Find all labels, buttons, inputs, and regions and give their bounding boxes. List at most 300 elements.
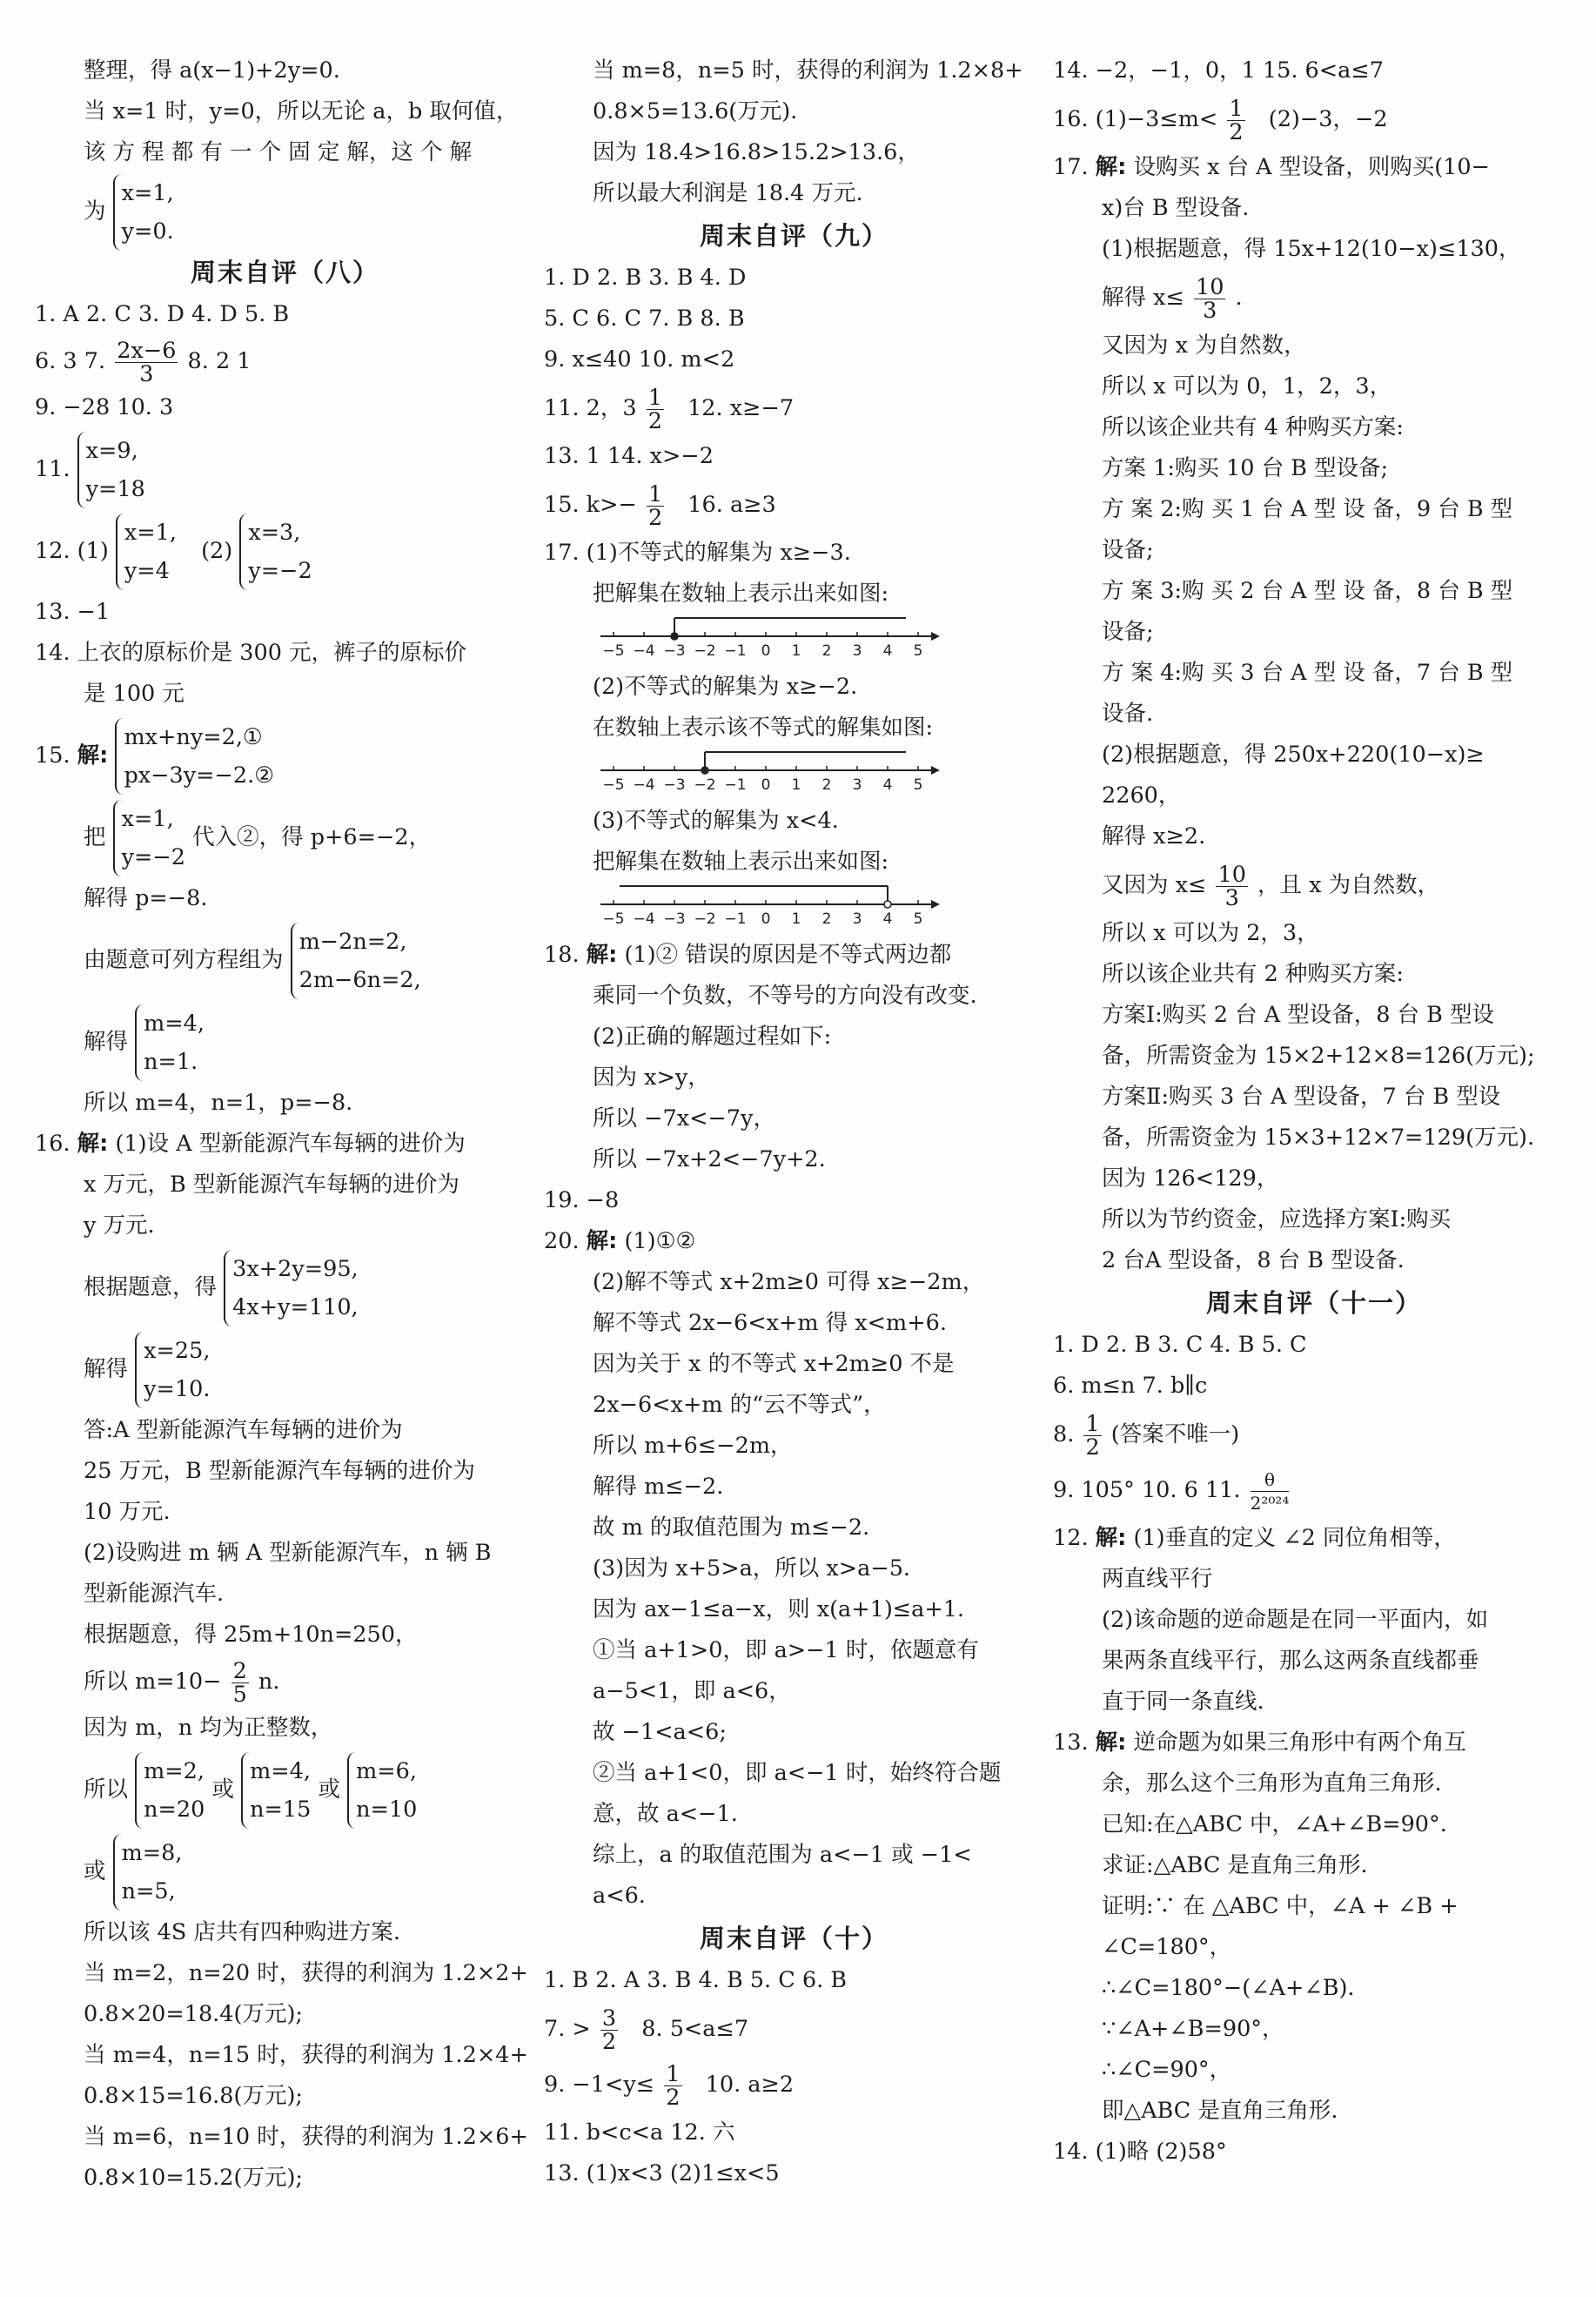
equation: m=2, [144, 1758, 205, 1784]
text-line: 两直线平行 [1102, 1566, 1213, 1592]
solution-label: 解: [77, 742, 109, 769]
denominator: 2 [1085, 1434, 1100, 1461]
axis-tick-label: 3 [852, 776, 862, 794]
numerator: 1 [647, 384, 662, 411]
equation: n=15 [250, 1797, 312, 1823]
fraction [1251, 1468, 1290, 1515]
number-line-2 [596, 749, 1044, 801]
answer-line [35, 510, 535, 592]
axis-tick-label: −4 [633, 776, 655, 794]
denominator: 3 [1224, 884, 1239, 911]
answer-line [1053, 91, 1575, 147]
text-line: 证明:∵ 在 △ABC 中，∠A + ∠B + [1102, 1893, 1459, 1919]
text-fragment: (答案不唯一) [1110, 1421, 1240, 1447]
axis-tick-label: −2 [694, 910, 716, 928]
text-line [35, 1001, 535, 1083]
denominator: 3 [139, 360, 154, 387]
answer-line: 14. (1)略 (2)58° [1053, 2139, 1227, 2165]
equation: m=4, [144, 1011, 205, 1037]
axis-tick-label: −2 [694, 776, 716, 794]
fraction [1194, 273, 1225, 324]
text-fragment: 9. −1<y≤ [544, 2072, 655, 2098]
axis-tick-label: −5 [602, 642, 625, 660]
answer-line: 19. −8 [544, 1187, 620, 1213]
axis-tick-label: 2 [821, 642, 832, 660]
question-number: 18. [544, 942, 580, 968]
text-line: (3)因为 x+5>a，所以 x>a−5. [593, 1555, 911, 1582]
fraction [1083, 1410, 1101, 1461]
axis-tick-label: 1 [791, 910, 801, 928]
solution-label: 解: [586, 942, 618, 968]
text-line: 所以最大利润是 18.4 万元. [593, 180, 863, 206]
question-number: 13. [1053, 1729, 1089, 1756]
text-line: 方 案 2:购 买 1 台 A 型 设 备，9 台 B 型 [1102, 496, 1513, 522]
numerator: 1 [666, 2060, 681, 2087]
denominator: 2 [647, 407, 662, 434]
text-line: 型新能源汽车. [84, 1581, 225, 1607]
text-line: 方案Ⅰ:购买 2 台 A 型设备，8 台 B 型设 [1102, 1002, 1495, 1028]
text-line: 已知:在△ABC 中，∠A+∠B=90°. [1102, 1811, 1447, 1837]
axis-tick-label: 5 [913, 776, 923, 794]
equation: m−2n=2, [298, 929, 407, 955]
question-number: 15. [35, 742, 70, 769]
text-fragment: 又因为 x≤ [1102, 872, 1207, 898]
axis-tick-label: −5 [602, 776, 625, 794]
fraction [647, 480, 664, 531]
text-line: 当 x=1 时，y=0，所以无论 a，b 取何值， [84, 98, 519, 124]
text-line: 25 万元，B 型新能源汽车每辆的进价为 [84, 1458, 475, 1484]
text-fragment: 15. k>− [544, 492, 637, 518]
numerator: 2x−6 [117, 337, 177, 364]
text-line: 综上，a 的取值范围为 a<−1 或 −1< [593, 1842, 972, 1868]
answer-line: 1. D 2. B 3. C 4. B 5. C [1053, 1332, 1307, 1358]
text-line: 答:A 型新能源汽车每辆的进价为 [84, 1417, 403, 1443]
number-line-svg [596, 883, 944, 935]
text-line: 备，所需资金为 15×3+12×7=129(万元). [1102, 1125, 1535, 1151]
solution-label: 解: [1095, 154, 1127, 180]
number-line-3 [596, 883, 1044, 935]
question-number: 11. [35, 456, 70, 482]
equation: y=0. [121, 218, 174, 245]
axis-tick-label: −3 [663, 642, 686, 660]
equation: x=9, [85, 438, 138, 464]
text-fragment: 16. a≥3 [687, 492, 776, 518]
equation: 3x+2y=95, [232, 1256, 359, 1282]
text-line: 当 m=4，n=15 时，获得的利润为 1.2×4+ [84, 2042, 528, 2068]
denominator: 2 [601, 2028, 617, 2055]
text-line: 备，所需资金为 15×2+12×8=126(万元); [1102, 1043, 1535, 1069]
text-line: 求证:△ABC 是直角三角形. [1102, 1852, 1368, 1878]
text-fragment: 根据题意，得 [84, 1274, 218, 1300]
text-line: 所以 −7x<−7y， [593, 1105, 775, 1132]
endpoint-dot [884, 901, 891, 908]
text-line: 2260， [1102, 782, 1181, 809]
solution-label: 解: [586, 1228, 618, 1254]
equation: x=1, [121, 180, 174, 206]
equation: y=10. [144, 1376, 211, 1402]
axis-tick-label: −4 [633, 910, 655, 928]
numerator: 1 [1085, 1410, 1100, 1437]
fraction [1227, 97, 1244, 144]
equation: m=4, [250, 1758, 311, 1784]
section-title: 周末自评（九） [699, 221, 889, 251]
equation-system [239, 514, 312, 590]
text-line: x)台 B 型设备. [1102, 195, 1250, 221]
fraction [115, 339, 178, 386]
equation-system [291, 923, 421, 999]
axis-arrow [931, 632, 940, 641]
answer-line: 13. (1)x<3 (2)1≤x<5 [544, 2160, 780, 2186]
text-line: x 万元，B 型新能源汽车每辆的进价为 [84, 1172, 459, 1198]
text-line: (2)不等式的解集为 x≥−2. [593, 674, 858, 700]
text-fragment: 9. 105° 10. 6 11. [1053, 1477, 1241, 1503]
endpoint-dot [671, 633, 678, 640]
number-line-1 [596, 615, 1044, 667]
axis-tick-label: 0 [761, 776, 771, 794]
denominator: 2 [666, 2084, 681, 2111]
text-line: 把解集在数轴上表示出来如图: [593, 581, 889, 607]
equation: y=18 [85, 476, 145, 502]
text-line: a−5<1，即 a<6， [593, 1678, 791, 1704]
numerator: 2 [232, 1657, 247, 1684]
equation-system [116, 514, 177, 590]
text-line: 所以该企业共有 4 种购买方案: [1102, 414, 1405, 440]
answer-line: 1. D 2. B 3. B 4. D [544, 265, 747, 291]
text-fragment: (1)垂直的定义 ∠2 同位角相等， [1133, 1525, 1456, 1551]
answer-line: 14. 上衣的原标价是 300 元，裤子的原标价 [35, 640, 467, 666]
answer-line [1053, 1723, 1575, 1763]
text-line: 方案 1:购买 10 台 B 型设备; [1102, 455, 1389, 481]
equation: m=6, [356, 1758, 417, 1784]
text-line: ①当 a+1>0，即 a>−1 时，依题意有 [593, 1637, 979, 1663]
text-fragment: 所以 m=10− [84, 1669, 222, 1695]
numerator: 10 [1217, 861, 1246, 888]
text-line: 故 −1<a<6; [593, 1719, 727, 1745]
axis-arrow [931, 766, 940, 775]
text-line: 方案Ⅱ:购买 3 台 A 型设备，7 台 B 型设 [1102, 1084, 1501, 1110]
text-line: 2x−6<x+m 的“云不等式”， [593, 1392, 886, 1418]
text-fragment: 8. 2 1 [187, 348, 251, 374]
text-line: 解得 x≥2. [1102, 823, 1206, 850]
text-line: 方 案 4:购 买 3 台 A 型 设 备，7 台 B 型 [1102, 660, 1513, 686]
text-line: 因为 18.4>16.8>15.2>13.6， [593, 139, 920, 165]
text-fragment: (1)设 A 型新能源汽车每辆的进价为 [115, 1131, 466, 1157]
text-fragment: (2)−3，−2 [1268, 106, 1388, 132]
endpoint-dot [701, 767, 708, 774]
axis-tick-label: −3 [663, 910, 686, 928]
fraction [647, 386, 664, 433]
text-line: 所以 −7x+2<−7y+2. [593, 1146, 826, 1172]
number-line-svg [596, 749, 944, 801]
denominator: 2 [647, 504, 663, 531]
text-line: 根据题意，得 25m+10n=250， [84, 1622, 418, 1648]
equation-system [115, 718, 274, 795]
answer-line [35, 335, 535, 387]
text-line: ∠C=180°， [1102, 1934, 1232, 1960]
number-line-svg [596, 615, 944, 667]
text-line: 0.8×15=16.8(万元); [84, 2083, 303, 2109]
numerator: 3 [601, 2005, 617, 2032]
equation-system [135, 1004, 205, 1081]
answer-line [544, 380, 1044, 436]
equation-system-line [35, 173, 535, 251]
text-fragment: 或 [211, 1776, 234, 1803]
text-line: 所以 x 可以为 2，3， [1102, 920, 1319, 946]
solution-label: 解: [1095, 1729, 1127, 1756]
text-fragment: 12. x≥−7 [687, 395, 795, 421]
numerator: 1 [647, 480, 663, 507]
text-fragment: (2) [201, 538, 233, 564]
text-line: 解得 m≤−2. [593, 1474, 724, 1500]
axis-tick-label: −1 [724, 776, 747, 794]
equation-system [241, 1752, 311, 1829]
text-fragment: . [1235, 285, 1243, 311]
answer-line: 17. (1)不等式的解集为 x≥−3. [544, 540, 851, 566]
text-fragment: 所以 [84, 1776, 129, 1803]
text-line: 因为 m，n 均为正整数， [84, 1715, 333, 1741]
fraction [600, 2007, 618, 2053]
text-fragment: 解得 [84, 1356, 129, 1382]
axis-tick-label: 0 [761, 910, 771, 928]
axis-tick-label: −3 [663, 776, 686, 794]
equation: px−3y=−2.② [124, 762, 275, 789]
numerator: 1 [1229, 95, 1244, 122]
answer-line [544, 2057, 1044, 2112]
text-line: 直于同一条直线. [1102, 1689, 1264, 1715]
text-line: y 万元. [84, 1212, 155, 1239]
answer-line [1053, 1407, 1575, 1462]
denominator: 2 [1229, 118, 1244, 145]
equation: 4x+y=110, [232, 1294, 359, 1320]
text-fragment: 设购买 x 台 A 型设备，则购买(10− [1133, 154, 1490, 180]
text-line: 是 100 元 [84, 681, 184, 707]
text-line: 10 万元. [84, 1499, 171, 1525]
text-line: 因为 ax−1≤a−x，则 x(a+1)≤a+1. [593, 1596, 965, 1622]
text-fragment: 8. 5<a≤7 [641, 2016, 749, 2042]
text-line: 设备. [1102, 701, 1154, 727]
text-line: (2)解不等式 x+2m≥0 可得 x≥−2m， [593, 1269, 985, 1295]
text-line: 乘同一个负数，不等号的方向没有改变. [593, 983, 977, 1009]
text-line [35, 1656, 535, 1708]
text-line: ②当 a+1<0，即 a<−1 时，始终符合题 [593, 1760, 1002, 1786]
axis-tick-label: 2 [821, 776, 832, 794]
text-line: ∵∠A+∠B=90°， [1102, 2016, 1284, 2042]
answer-line [35, 428, 535, 510]
answer-line: 5. C 6. C 7. B 8. B [544, 306, 745, 332]
equation: 2m−6n=2, [298, 967, 421, 993]
question-number: 12. (1) [35, 538, 109, 564]
text-fragment: 解得 [84, 1029, 129, 1055]
text-fragment: 逆命题为如果三角形中有两个角互 [1133, 1729, 1466, 1756]
text-line: 设备; [1102, 619, 1154, 645]
text-line: 解不等式 2x−6<x+m 得 x<m+6. [593, 1310, 947, 1336]
text-line: (2)根据题意，得 250x+220(10−x)≥ [1102, 742, 1485, 768]
text-fragment: (1)② 错误的原因是不等式两边都 [624, 942, 952, 968]
text-line: (3)不等式的解集为 x<4. [593, 808, 839, 834]
text-fragment: 16. (1)−3≤m< [1053, 106, 1218, 132]
text-fragment: 把 [84, 824, 106, 850]
text-line [1053, 857, 1575, 913]
text-fragment: 11. 2，3 [544, 395, 637, 421]
axis-tick-label: −2 [694, 642, 716, 660]
denominator: 3 [1203, 297, 1217, 324]
answer-line [544, 2001, 1044, 2057]
text-fragment: 6. 3 7. [35, 348, 106, 374]
text-line: 设备; [1102, 537, 1154, 563]
text-line: 该 方 程 都 有 一 个 固 定 解，这 个 解 [84, 139, 473, 165]
section-title: 周末自评（八） [190, 258, 379, 287]
text-line: 因为 126<129， [1102, 1165, 1279, 1192]
axis-tick-label: 4 [882, 776, 893, 794]
axis-arrow [931, 900, 940, 909]
answer-line: 13. −1 [35, 599, 111, 625]
text-line: (1)根据题意，得 15x+12(10−x)≤130， [1102, 236, 1521, 262]
text-fragment: 由题意可列方程组为 [84, 947, 284, 973]
text-line: 因为关于 x 的不等式 x+2m≥0 不是 [593, 1351, 955, 1377]
text-line: 整理，得 a(x−1)+2y=0. [84, 57, 340, 84]
text-line: ∴∠C=180°−(∠A+∠B). [1102, 1975, 1355, 2001]
axis-tick-label: 3 [852, 642, 862, 660]
text-fragment: 7. > [544, 2016, 591, 2042]
answer-line: 6. m≤n 7. b∥c [1053, 1373, 1208, 1399]
column-left [35, 50, 535, 2199]
fraction [1216, 863, 1247, 910]
text-line: 所以 m=4，n=1，p=−8. [84, 1090, 353, 1116]
equation: n=10 [356, 1797, 418, 1823]
answer-line [35, 1124, 535, 1165]
answer-line: 1. A 2. C 3. D 4. D 5. B [35, 301, 290, 327]
text-line: 又因为 x 为自然数， [1102, 332, 1306, 359]
answer-line [544, 1221, 1044, 1262]
text-line [35, 1328, 535, 1410]
text-line: a<6. [593, 1883, 646, 1909]
text-fragment: n. [258, 1669, 280, 1695]
fraction [231, 1657, 249, 1708]
text-line: 解得 p=−8. [84, 885, 208, 911]
equation: y=−2 [248, 558, 312, 584]
text-line: (2)该命题的逆命题是在同一平面内，如 [1102, 1607, 1489, 1633]
answer-line: 9. x≤40 10. m<2 [544, 346, 735, 373]
equation: m=8, [121, 1840, 183, 1866]
axis-tick-label: 1 [791, 776, 801, 794]
equation: n=20 [144, 1797, 205, 1823]
text-line: 当 m=2，n=20 时，获得的利润为 1.2×2+ [84, 1960, 528, 1986]
axis-tick-label: −4 [633, 642, 655, 660]
equation: n=5, [121, 1878, 176, 1904]
equation: x=1, [124, 520, 177, 546]
axis-tick-label: −1 [724, 910, 747, 928]
equation: mx+ny=2,① [124, 724, 263, 750]
axis-tick-label: 0 [761, 642, 771, 660]
equation: y=4 [124, 558, 170, 584]
question-number: 17. [1053, 154, 1089, 180]
axis-tick-label: 5 [913, 910, 923, 928]
text-line: 所以 x 可以为 0，1，2，3， [1102, 373, 1392, 400]
axis-tick-label: 4 [882, 642, 893, 660]
axis-tick-label: −1 [724, 642, 747, 660]
text-line: 所以该企业共有 2 种购买方案: [1102, 961, 1405, 987]
question-number: 16. [35, 1131, 70, 1157]
answer-line: 1. B 2. A 3. B 4. B 5. C 6. B [544, 1967, 848, 1993]
question-number: 20. [544, 1228, 580, 1254]
answer-line [1053, 1462, 1575, 1518]
answer-line [1053, 1518, 1575, 1559]
answer-line [1053, 147, 1575, 188]
equation-system [113, 174, 174, 251]
text-fragment: 为 [84, 198, 106, 225]
solution-label: 解: [77, 1131, 109, 1157]
text-fragment: 解得 x≤ [1102, 285, 1184, 311]
text-fragment: 或 [84, 1858, 106, 1884]
text-fragment: 代入②，得 p+6=−2， [192, 824, 432, 850]
text-line: 余，那么这个三角形为直角三角形. [1102, 1770, 1442, 1797]
equation-system [224, 1250, 359, 1326]
text-line: 在数轴上表示该不等式的解集如图: [593, 715, 934, 741]
equation-system [347, 1752, 417, 1829]
equation: x=3, [248, 520, 301, 546]
text-line: 故 m 的取值范围为 m≤−2. [593, 1515, 870, 1541]
text-line: 因为 x>y， [593, 1065, 710, 1091]
equation: x=1, [121, 806, 174, 832]
answer-line: 9. −28 10. 3 [35, 394, 174, 420]
text-line: (2)正确的解题过程如下: [593, 1024, 832, 1050]
axis-tick-label: 4 [882, 910, 893, 928]
axis-tick-label: 2 [821, 910, 832, 928]
axis-tick-label: −5 [602, 910, 625, 928]
text-line [35, 919, 535, 1001]
text-line [35, 1246, 535, 1328]
equation-system [135, 1332, 210, 1408]
text-line [35, 1749, 535, 1830]
text-line: 把解集在数轴上表示出来如图: [593, 849, 889, 875]
axis-tick-label: 1 [791, 642, 801, 660]
text-line: 2 台A 型设备，8 台 B 型设备. [1102, 1247, 1405, 1273]
equation: n=1. [144, 1049, 198, 1075]
answer-line [35, 715, 535, 796]
axis-tick-label: 5 [913, 642, 923, 660]
text-line: 所以该 4S 店共有四种购进方案. [84, 1919, 401, 1945]
answer-line [544, 477, 1044, 533]
text-line: 意，故 a<−1. [593, 1801, 738, 1827]
equation: y=−2 [121, 844, 185, 870]
fraction [664, 2060, 681, 2111]
text-line: 0.8×10=15.2(万元); [84, 2165, 303, 2191]
text-line: 0.8×20=18.4(万元); [84, 2001, 303, 2027]
text-line: 即△ABC 是直角三角形. [1102, 2098, 1338, 2124]
text-fragment: 10. a≥2 [705, 2072, 795, 2098]
question-number: 12. [1053, 1525, 1089, 1551]
answer-line: 13. 1 14. x>−2 [544, 443, 714, 469]
text-line: 所以为节约资金，应选择方案Ⅰ:购买 [1102, 1206, 1452, 1232]
text-line [35, 1830, 535, 1912]
text-fragment: 或 [318, 1776, 340, 1803]
column-right [1053, 50, 1575, 2173]
axis-tick-label: 3 [852, 910, 862, 928]
text-line: 当 m=8，n=5 时，获得的利润为 1.2×8+ [593, 57, 1023, 84]
numerator: 10 [1195, 273, 1224, 300]
denominator: 2²⁰²⁴ [1250, 1492, 1290, 1514]
text-line [35, 796, 535, 878]
text-line: 果两条直线平行，那么这两条直线都垂 [1102, 1648, 1479, 1674]
equation-system [113, 1834, 183, 1911]
solution-label: 解: [1095, 1525, 1127, 1551]
section-title: 周末自评（十） [699, 1924, 889, 1953]
equation: x=25, [144, 1338, 211, 1364]
equation-system [77, 432, 145, 508]
equation-system [113, 800, 185, 876]
text-fragment: ，且 x 为自然数， [1257, 872, 1440, 898]
equation-system [135, 1752, 205, 1829]
